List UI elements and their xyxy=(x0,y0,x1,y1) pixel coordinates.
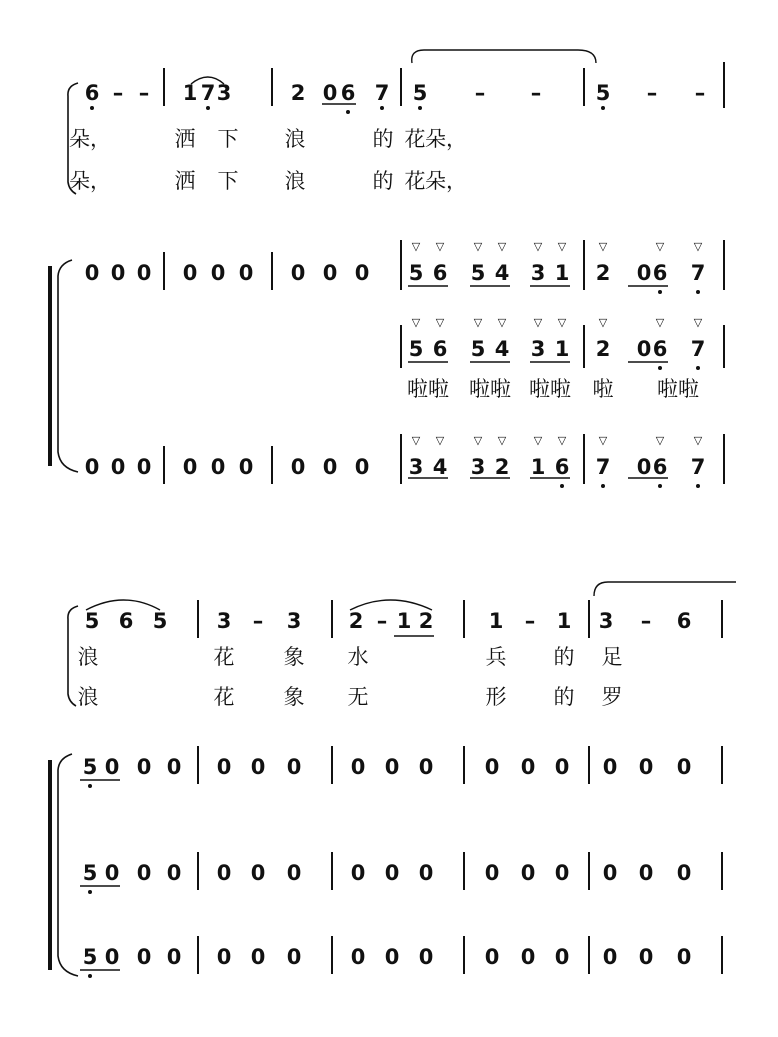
lyric-syllable: 的 xyxy=(553,685,575,709)
accent-mark: ▽ xyxy=(533,434,543,447)
harmony-note: 5 xyxy=(408,337,424,361)
harmony-note: 0 xyxy=(554,861,570,885)
harmony-note: 0 xyxy=(520,945,536,969)
melody-note: 2 xyxy=(290,81,306,105)
lyric-syllable: 足 xyxy=(601,645,623,669)
octave-dot xyxy=(88,890,92,894)
harmony-note: 0 xyxy=(418,861,434,885)
harmony-note: 0 xyxy=(104,945,120,969)
harmony-note: 2 xyxy=(595,337,611,361)
harmony-note: 0 xyxy=(290,455,306,479)
harmony-note: 0 xyxy=(418,945,434,969)
accent-mark: ▽ xyxy=(473,240,483,253)
harmony-note: 5 xyxy=(82,755,98,779)
octave-dot xyxy=(601,484,605,488)
harmony-note: 5 xyxy=(408,261,424,285)
octave-dot xyxy=(206,106,210,110)
harmony-note: 0 xyxy=(250,755,266,779)
lyric-syllable: 朵， xyxy=(69,169,111,193)
harmony-note: 3 xyxy=(530,337,546,361)
octave-dot xyxy=(380,106,384,110)
harmony-note: 0 xyxy=(384,945,400,969)
accent-mark: ▽ xyxy=(655,240,665,253)
lyric-syllable: 浪 xyxy=(77,645,99,669)
accent-mark: ▽ xyxy=(473,316,483,329)
accent-mark: ▽ xyxy=(693,434,703,447)
harmony-note: 7 xyxy=(595,455,611,479)
harmony-note: 0 xyxy=(602,945,618,969)
accent-mark: ▽ xyxy=(411,434,421,447)
lyric-syllable: 的 xyxy=(372,169,394,193)
melody-note: 0 xyxy=(322,81,338,105)
harmony-note: 0 xyxy=(384,861,400,885)
lyric-syllable: 朵， xyxy=(425,169,467,193)
accent-mark: ▽ xyxy=(435,434,445,447)
accent-mark: ▽ xyxy=(693,316,703,329)
harmony-note: 0 xyxy=(110,261,126,285)
accent-mark: ▽ xyxy=(497,240,507,253)
accent-mark: ▽ xyxy=(435,240,445,253)
harmony-note: 0 xyxy=(636,337,652,361)
harmony-note: 6 xyxy=(432,337,448,361)
harmony-note: 3 xyxy=(408,455,424,479)
harmony-note: 0 xyxy=(286,755,302,779)
harmony-note: 1 xyxy=(530,455,546,479)
harmony-note: 6 xyxy=(652,261,668,285)
harmony-note: 0 xyxy=(350,755,366,779)
harmony-note: 0 xyxy=(182,455,198,479)
harmony-note: 0 xyxy=(238,455,254,479)
accent-mark: ▽ xyxy=(557,316,567,329)
harmony-note: 6 xyxy=(652,337,668,361)
harmony-note: 0 xyxy=(84,455,100,479)
octave-dot xyxy=(601,106,605,110)
melody-note: 3 xyxy=(286,609,302,633)
lyric-syllable: 啦啦 xyxy=(657,377,699,401)
harmony-note: 0 xyxy=(250,861,266,885)
melody-note: 3 xyxy=(216,81,232,105)
octave-dot xyxy=(88,784,92,788)
octave-dot xyxy=(658,290,662,294)
lyric-syllable: 花 xyxy=(213,685,235,709)
harmony-note: 0 xyxy=(676,861,692,885)
accent-mark: ▽ xyxy=(557,434,567,447)
lyric-syllable: 下 xyxy=(217,127,239,151)
melody-note: 7 xyxy=(200,81,216,105)
lyric-syllable: 浪 xyxy=(77,685,99,709)
accent-mark: ▽ xyxy=(411,240,421,253)
harmony-note: 3 xyxy=(530,261,546,285)
harmony-note: 0 xyxy=(520,755,536,779)
lyric-syllable: 水 xyxy=(347,645,369,669)
harmony-note: 0 xyxy=(104,755,120,779)
octave-dot xyxy=(418,106,422,110)
harmony-note: 0 xyxy=(484,861,500,885)
lyric-syllable: 下 xyxy=(217,169,239,193)
accent-mark: ▽ xyxy=(598,316,608,329)
lyric-syllable: 花 xyxy=(404,127,426,151)
lyric-syllable: 象 xyxy=(283,645,305,669)
lyric-syllable: 花 xyxy=(404,169,426,193)
harmony-note: 5 xyxy=(470,261,486,285)
harmony-note: 0 xyxy=(216,861,232,885)
octave-dot xyxy=(560,484,564,488)
harmony-note: 0 xyxy=(602,861,618,885)
harmony-note: 0 xyxy=(322,261,338,285)
harmony-note: 0 xyxy=(638,861,654,885)
harmony-note: 0 xyxy=(286,861,302,885)
accent-mark: ▽ xyxy=(497,434,507,447)
melody-note: 1 xyxy=(182,81,198,105)
harmony-note: 0 xyxy=(166,861,182,885)
harmony-note: 0 xyxy=(210,455,226,479)
notes-layer xyxy=(69,81,705,978)
harmony-note: 0 xyxy=(84,261,100,285)
harmony-note: 5 xyxy=(82,861,98,885)
melody-note: 6 xyxy=(84,81,100,105)
lyric-syllable: 浪 xyxy=(284,127,306,151)
melody-note: – xyxy=(138,81,150,105)
accent-mark: ▽ xyxy=(598,434,608,447)
accent-mark: ▽ xyxy=(497,316,507,329)
octave-dot xyxy=(696,484,700,488)
accent-mark: ▽ xyxy=(533,240,543,253)
harmony-note: 0 xyxy=(484,945,500,969)
lyric-syllable: 朵， xyxy=(69,127,111,151)
harmony-note: 0 xyxy=(520,861,536,885)
accent-mark: ▽ xyxy=(598,240,608,253)
harmony-note: 0 xyxy=(602,755,618,779)
melody-note: – xyxy=(112,81,124,105)
lyric-syllable: 朵， xyxy=(425,127,467,151)
melody-note: 7 xyxy=(374,81,390,105)
harmony-note: 2 xyxy=(494,455,510,479)
melody-note: 3 xyxy=(598,609,614,633)
melody-note: – xyxy=(524,609,536,633)
accent-mark: ▽ xyxy=(473,434,483,447)
melody-note: 1 xyxy=(396,609,412,633)
lyric-syllable: 啦啦 xyxy=(407,377,449,401)
harmony-note: 7 xyxy=(690,261,706,285)
harmony-note: 0 xyxy=(286,945,302,969)
harmony-note: 5 xyxy=(470,337,486,361)
harmony-note: 6 xyxy=(554,455,570,479)
melody-note: – xyxy=(376,609,388,633)
harmony-note: 0 xyxy=(136,755,152,779)
octave-dot xyxy=(346,110,350,114)
accent-mark: ▽ xyxy=(557,240,567,253)
lyric-syllable: 兵 xyxy=(485,645,507,669)
harmony-note: 0 xyxy=(484,755,500,779)
melody-note: 6 xyxy=(676,609,692,633)
melody-note: 5 xyxy=(84,609,100,633)
lyric-syllable: 洒 xyxy=(174,169,196,193)
accent-mark: ▽ xyxy=(655,434,665,447)
harmony-note: 3 xyxy=(470,455,486,479)
melody-note: – xyxy=(694,81,706,105)
lyric-syllable: 象 xyxy=(283,685,305,709)
harmony-note: 2 xyxy=(595,261,611,285)
harmony-note: 7 xyxy=(690,337,706,361)
harmony-note: 0 xyxy=(322,455,338,479)
lyric-syllable: 啦啦 xyxy=(469,377,511,401)
harmony-note: 1 xyxy=(554,337,570,361)
melody-note: 5 xyxy=(152,609,168,633)
melody-note: 5 xyxy=(595,81,611,105)
harmony-note: 0 xyxy=(290,261,306,285)
harmony-note: 0 xyxy=(216,945,232,969)
melody-note: – xyxy=(252,609,264,633)
lyric-syllable: 花 xyxy=(213,645,235,669)
harmony-note: 0 xyxy=(636,261,652,285)
harmony-note: 6 xyxy=(432,261,448,285)
octave-dot xyxy=(696,366,700,370)
harmony-note: 0 xyxy=(676,755,692,779)
harmony-note: 0 xyxy=(554,945,570,969)
lyric-syllable: 形 xyxy=(485,685,507,709)
melody-note: 1 xyxy=(556,609,572,633)
harmony-note: 0 xyxy=(104,861,120,885)
lyric-syllable: 浪 xyxy=(284,169,306,193)
system-2 xyxy=(50,582,736,976)
octave-dot xyxy=(88,974,92,978)
octave-dot xyxy=(658,366,662,370)
harmony-note: 0 xyxy=(216,755,232,779)
harmony-note: 0 xyxy=(350,945,366,969)
harmony-note: 0 xyxy=(250,945,266,969)
harmony-note: 0 xyxy=(182,261,198,285)
accent-mark: ▽ xyxy=(693,240,703,253)
harmony-note: 0 xyxy=(384,755,400,779)
melody-note: – xyxy=(640,609,652,633)
harmony-note: 0 xyxy=(238,261,254,285)
harmony-note: 0 xyxy=(166,945,182,969)
octave-dot xyxy=(696,290,700,294)
harmony-note: 0 xyxy=(110,455,126,479)
choir-bracket xyxy=(58,754,78,976)
melody-note: 1 xyxy=(488,609,504,633)
harmony-note: 0 xyxy=(136,261,152,285)
harmony-note: 0 xyxy=(136,455,152,479)
melody-note: 2 xyxy=(348,609,364,633)
melody-note: – xyxy=(474,81,486,105)
melody-note: 3 xyxy=(216,609,232,633)
harmony-note: 0 xyxy=(136,945,152,969)
accent-mark: ▽ xyxy=(533,316,543,329)
harmony-note: 0 xyxy=(418,755,434,779)
lyric-syllable: 啦啦 xyxy=(529,377,571,401)
harmony-note: 7 xyxy=(690,455,706,479)
harmony-note: 4 xyxy=(494,337,510,361)
lyric-syllable: 无 xyxy=(347,685,369,709)
tie xyxy=(594,582,736,596)
melody-note: 5 xyxy=(412,81,428,105)
lyric-syllable: 的 xyxy=(372,127,394,151)
harmony-note: 0 xyxy=(636,455,652,479)
melody-brace xyxy=(68,606,78,706)
accent-mark: ▽ xyxy=(655,316,665,329)
harmony-note: 0 xyxy=(554,755,570,779)
harmony-note: 0 xyxy=(350,861,366,885)
melody-note: 6 xyxy=(340,81,356,105)
harmony-note: 0 xyxy=(166,755,182,779)
harmony-note: 4 xyxy=(432,455,448,479)
harmony-note: 0 xyxy=(354,261,370,285)
melody-note: 6 xyxy=(118,609,134,633)
tie xyxy=(412,50,596,63)
accent-mark: ▽ xyxy=(411,316,421,329)
lyric-syllable: 啦 xyxy=(592,377,614,401)
harmony-note: 0 xyxy=(638,945,654,969)
lyric-syllable: 的 xyxy=(553,645,575,669)
choir-bracket xyxy=(58,260,78,472)
harmony-note: 0 xyxy=(136,861,152,885)
harmony-note: 0 xyxy=(210,261,226,285)
harmony-note: 0 xyxy=(354,455,370,479)
melody-note: – xyxy=(530,81,542,105)
harmony-note: 4 xyxy=(494,261,510,285)
harmony-note: 6 xyxy=(652,455,668,479)
accent-mark: ▽ xyxy=(435,316,445,329)
harmony-note: 0 xyxy=(676,945,692,969)
lyric-syllable: 洒 xyxy=(174,127,196,151)
octave-dot xyxy=(658,484,662,488)
harmony-note: 5 xyxy=(82,945,98,969)
melody-note: – xyxy=(646,81,658,105)
lyric-syllable: 罗 xyxy=(601,685,623,709)
melody-note: 2 xyxy=(418,609,434,633)
harmony-note: 0 xyxy=(638,755,654,779)
harmony-note: 1 xyxy=(554,261,570,285)
octave-dot xyxy=(90,106,94,110)
